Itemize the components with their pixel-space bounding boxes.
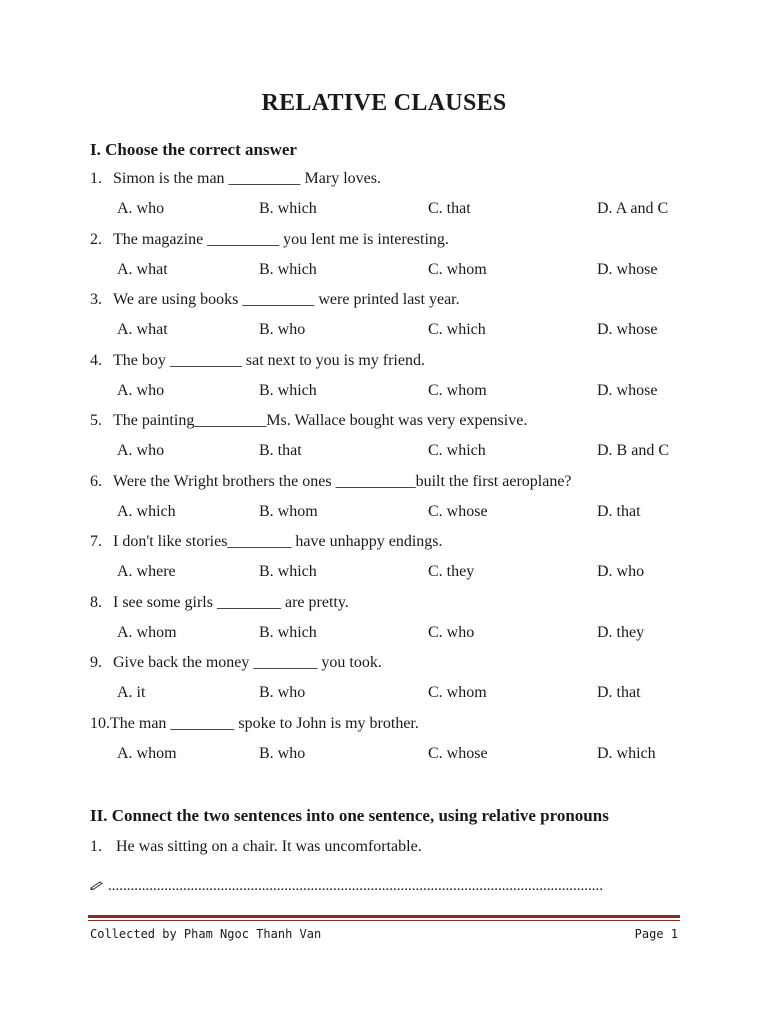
question-text: The boy _________ sat next to you is my friend.	[113, 351, 425, 369]
option-a: A. who	[117, 442, 165, 459]
option-b: B. who	[259, 684, 306, 701]
question-text: The magazine _________ you lent me is interesting.	[113, 230, 449, 248]
question-number: 10.	[90, 714, 110, 732]
option-d: D. that	[597, 684, 641, 701]
option-b: B. who	[259, 321, 306, 338]
question-number: 3.	[90, 291, 102, 308]
option-c: C. which	[428, 321, 486, 338]
option-a: A. it	[117, 684, 146, 701]
question-text: I see some girls ________ are pretty.	[113, 593, 349, 611]
option-c: C. who	[428, 623, 475, 641]
question-text: He was sitting on a chair. It was uncomfortable.	[116, 838, 422, 855]
question-number: 8.	[90, 593, 102, 611]
option-b: B. which	[259, 200, 317, 217]
option-a: A. where	[117, 563, 176, 580]
question-text: I don't like stories________ have unhappy endings.	[113, 533, 443, 550]
option-d: D. they	[597, 623, 645, 641]
option-c: C. which	[428, 442, 486, 459]
question-number: 9.	[90, 654, 102, 671]
pencil-icon	[90, 878, 106, 895]
question-text: Give back the money ________ you took.	[113, 654, 382, 671]
option-c: C. they	[428, 563, 475, 580]
option-a: A. whom	[117, 744, 177, 762]
answer-dots: ....................................................................................................................................	[108, 878, 603, 894]
question-text: The painting_________Ms. Wallace bought was very expensive.	[113, 412, 528, 429]
question-1	[90, 170, 381, 188]
question-8	[90, 594, 349, 612]
question-10	[90, 715, 419, 733]
option-c: C. whom	[428, 381, 487, 399]
footer-credit: Collected by Pham Ngoc Thanh Van	[90, 927, 322, 941]
footer-divider	[88, 915, 680, 918]
option-b: B. that	[259, 442, 302, 459]
footer-divider-thin	[88, 920, 680, 921]
question-text: We are using books _________ were printed last year.	[113, 291, 460, 308]
section1-heading: I. Choose the correct answer	[90, 140, 297, 159]
option-b: B. whom	[259, 502, 318, 520]
question-4	[90, 352, 425, 370]
question-6	[90, 473, 572, 491]
option-d: D. that	[597, 502, 641, 520]
option-a: A. what	[117, 260, 168, 278]
option-b: B. which	[259, 381, 317, 399]
option-b: B. which	[259, 260, 317, 278]
option-d: D. B and C	[597, 442, 669, 459]
option-c: C. that	[428, 200, 471, 217]
option-b: B. who	[259, 744, 306, 762]
question-number: 6.	[90, 472, 102, 490]
question-text: Were the Wright brothers the ones __________built the first aeroplane?	[113, 472, 572, 490]
option-b: B. which	[259, 563, 317, 580]
question-9	[90, 654, 382, 672]
question-3	[90, 291, 460, 309]
option-d: D. A and C	[597, 200, 669, 217]
option-c: C. whose	[428, 744, 488, 762]
question-text: Simon is the man _________ Mary loves.	[113, 170, 381, 187]
question-7	[90, 533, 443, 551]
section2-heading: II. Connect the two sentences into one sentence, using relative pronouns	[90, 806, 609, 825]
option-d: D. who	[597, 563, 645, 580]
option-c: C. whose	[428, 502, 488, 520]
page-title: RELATIVE CLAUSES	[261, 90, 507, 116]
question-number: 5.	[90, 412, 102, 429]
option-a: A. who	[117, 381, 165, 399]
option-d: D. whose	[597, 321, 658, 338]
question-number: 1.	[90, 170, 102, 187]
option-a: A. who	[117, 200, 165, 217]
question-text: The man ________ spoke to John is my brother.	[110, 714, 419, 732]
option-a: A. whom	[117, 623, 177, 641]
question-number: 7.	[90, 533, 102, 550]
question-number: 2.	[90, 230, 102, 248]
option-a: A. what	[117, 321, 168, 338]
option-a: A. which	[117, 502, 176, 520]
question-number: 4.	[90, 351, 102, 369]
question-2	[90, 231, 449, 249]
page-number: Page 1	[634, 927, 678, 941]
option-d: D. which	[597, 744, 656, 762]
option-b: B. which	[259, 623, 317, 641]
option-d: D. whose	[597, 260, 658, 278]
answer-line	[90, 878, 680, 895]
option-c: C. whom	[428, 684, 487, 701]
question-number: 1.	[90, 838, 102, 855]
option-c: C. whom	[428, 260, 487, 278]
option-d: D. whose	[597, 381, 658, 399]
section2-question-1	[90, 838, 422, 856]
question-5	[90, 412, 527, 430]
